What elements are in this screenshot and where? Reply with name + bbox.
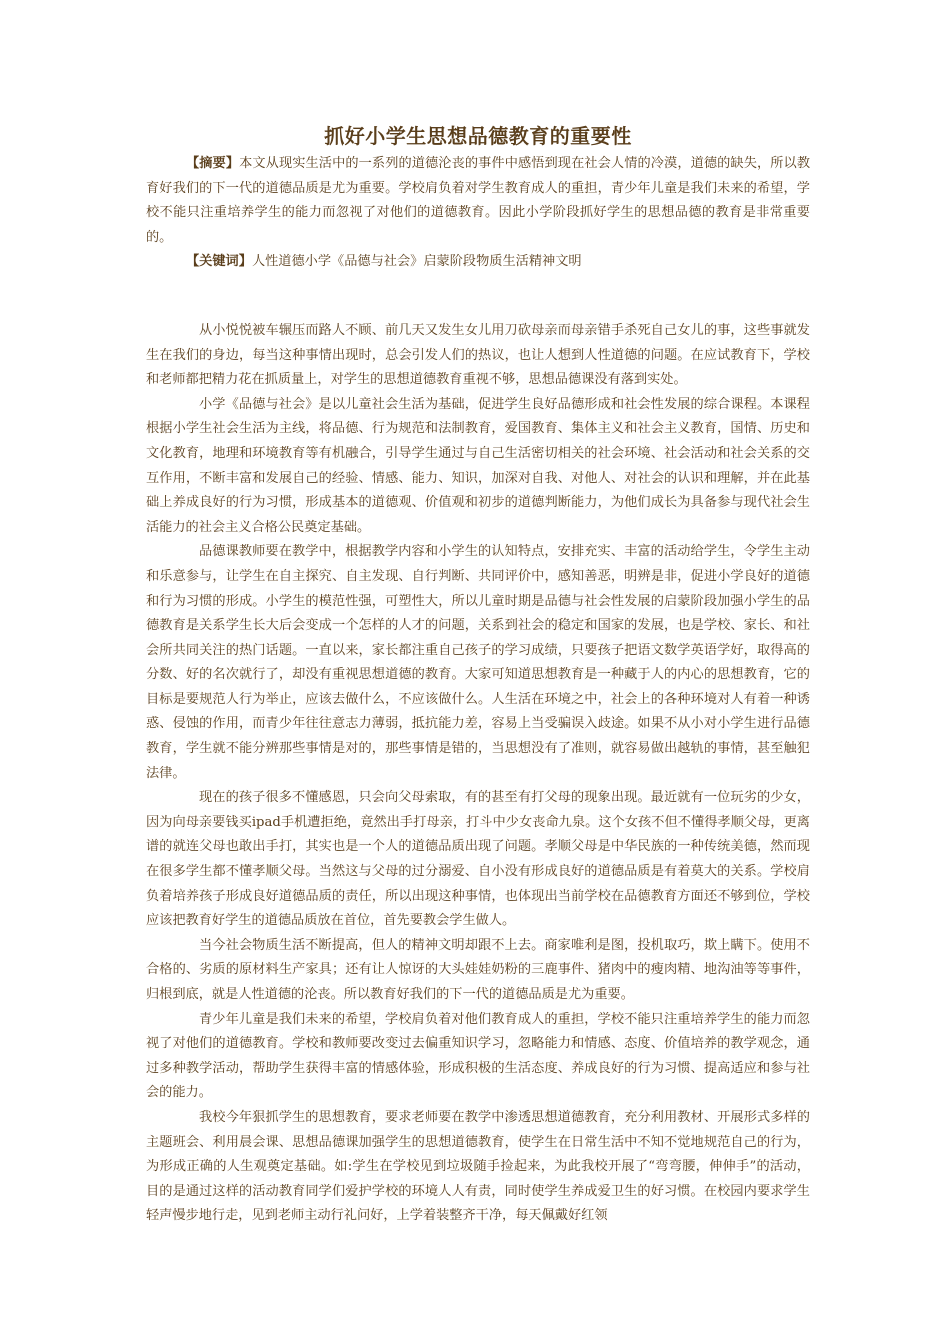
body-paragraph-1: 从小悦悦被车辗压而路人不顾、前几天又发生女儿用刀砍母亲而母亲错手杀死自己女儿的事，这些事就发生在我们的身边，每当这种事情出现时，总会引发人们的热议，也让人想到人性道德的问题。在应试教育下，学校和老师都把精力花在抓质量上，对学生的思想道德教育重视不够，思想品德课没有落到实处。 [146, 322, 810, 388]
body-paragraph-7: 我校今年狠抓学生的思想教育，要求老师要在教学中渗透思想道德教育，充分利用教材、开展形式多样的主题班会、利用晨会课、思想品德课加强学生的思想道德教育，使学生在日常生活中不知不觉地规范自己的行为，为形成正确的人生观奠定基础。如:学生在学校见到垃圾随手捡起来，为此我校开展了“弯弯腰，伸伸手”的活动，目的是通过这样的活动教育同学们爱护学校的环境人人有责，同时使学生养成爱卫生的好习惯。在校园内要求学生轻声慢步地行走，见到老师主动行礼问好，上学着装整齐干净，每天佩戴好红领 [146, 1109, 810, 1224]
keywords-label: 【关键词】 [186, 254, 252, 270]
document-page [146, 122, 810, 1229]
keywords-section [146, 250, 810, 275]
document-title: 抓好小学生思想品德教育的重要性 [324, 124, 632, 148]
abstract-section [146, 152, 810, 250]
abstract-label: 【摘要】 [186, 156, 240, 171]
body-paragraph-2: 小学《品德与社会》是以儿童社会生活为基础，促进学生良好品德形成和社会性发展的综合课程。本课程根据小学生社会生活为主线，将品德、行为规范和法制教育，爱国教育、集体主义和社会主义教育，国情、历史和文化教育，地理和环境教育等有机融合，引导学生通过与自己生活密切相关的社会环境、社会活动和社会关系的交互作用，不断丰富和发展自己的经验、情感、能力、知识，加深对自我、对他人、对社会的认识和理解，并在此基础上养成良好的行为习惯，形成基本的道德观、价值观和初步的道德判断能力，为他们成长为具备参与现代社会生活能力的社会主义合格公民奠定基础。 [146, 396, 810, 535]
body-paragraph-5: 当今社会物质生活不断提高，但人的精神文明却跟不上去。商家唯利是图，投机取巧，欺上瞒下。使用不合格的、劣质的原材料生产家具；还有让人惊讶的大头娃娃奶粉的三鹿事件、猪肉中的瘦肉精、地沟油等等事件，归根到底，就是人性道德的沦丧。所以教育好我们的下一代的道德品质是尤为重要。 [146, 937, 810, 1002]
body-paragraph-4: 现在的孩子很多不懂感恩，只会向父母索取，有的甚至有打父母的现象出现。最近就有一位玩劣的少女，因为向母亲要钱买ipad手机遭拒绝，竟然出手打母亲，打斗中少女丧命九泉。这个女孩不但不懂得孝顺父母，更离谱的就连父母也敢出手打，其实也是一个人的道德品质出现了问题。孝顺父母是中华民族的一种传统美德，然而现在很多学生都不懂孝顺父母。当然这与父母的过分溺爱、自小没有形成良好的道德品质是有着莫大的关系。学校肩负着培养孩子形成良好道德品质的责任，所以出现这种事情，也体现出当前学校在品德教育方面还不够到位，学校应该把教育好学生的道德品质放在首位，首先要教会学生做人。 [146, 790, 810, 929]
body-paragraph-3: 品德课教师要在教学中，根据教学内容和小学生的认知特点，安排充实、丰富的活动给学生，令学生主动和乐意参与，让学生在自主探究、自主发现、自行判断、共同评价中，感知善恶，明辨是非，促进小学良好的道德和行为习惯的形成。小学生的模范性强，可塑性大，所以儿童时期是品德与社会性发展的启蒙阶段加强小学生的品德教育是关系学生长大后会变成一个怎样的人才的问题，关系到社会的稳定和国家的发展，也是学校、家长、和社会所共同关注的热门话题。一直以来，家长都注重自己孩子的学习成绩，只要孩子把语文数学英语学好，取得高的分数、好的名次就行了，却没有重视思想道德的教育。大家可知道思想教育是一种藏于人的内心的思想教育，它的目标是要规范人行为举止，应该去做什么，不应该做什么。人生活在环境之中，社会上的各种环境对人有着一种诱惑、侵蚀的作用，而青少年往往意志力薄弱，抵抗能力差，容易上当受骗误入歧途。如果不从小对小学生进行品德教育，学生就不能分辨那些事情是对的，那些事情是错的，当思想没有了准则，就容易做出越轨的事情，甚至触犯法律。 [146, 544, 810, 781]
abstract-text: 本文从现实生活中的一系列的道德沦丧的事件中感悟到现在社会人情的冷漠，道德的缺失，所以教育好我们的下一代的道德品质是尤为重要。学校肩负着对学生教育成人的重担，青少年儿童是我们未来的希望，学校不能只注重培养学生的能力而忽视了对他们的道德教育。因此小学阶段抓好学生的思想品德的教育是非常重要的。 [146, 156, 811, 245]
section-spacer [146, 275, 810, 319]
keywords-text: 人性道德小学《品德与社会》启蒙阶段物质生活精神文明 [251, 254, 582, 270]
body-paragraph-6: 青少年儿童是我们未来的希望，学校肩负着对他们教育成人的重担，学校不能只注重培养学生的能力而忽视了对他们的道德教育。学校和教师要改变过去偏重知识学习，忽略能力和情感、态度、价值培养的教学观念，通过多种教学活动，帮助学生获得丰富的情感体验，形成积极的生活态度、养成良好的行为习惯、提高适应和参与社会的能力。 [146, 1011, 810, 1101]
